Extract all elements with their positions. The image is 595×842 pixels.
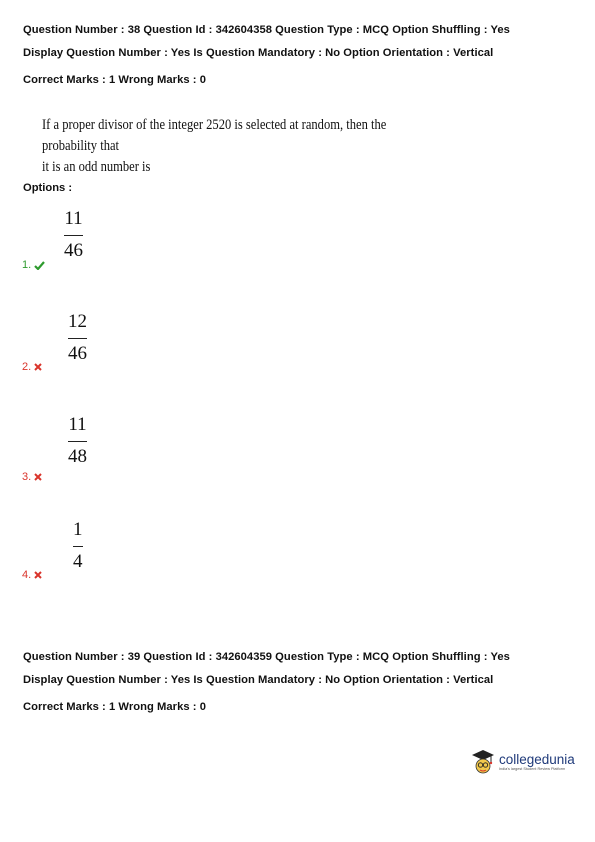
logo-tagline: India's largest Student Review Platform <box>499 766 566 771</box>
fraction-bar <box>64 235 83 236</box>
option-2-fraction <box>68 311 87 365</box>
fraction-bar <box>68 338 87 339</box>
cross-icon <box>34 473 42 481</box>
option-2-number: 2. <box>22 361 32 373</box>
option-4-denominator: 4 <box>73 551 83 572</box>
question-38-text <box>42 115 412 178</box>
option-1-numerator: 11 <box>64 208 83 229</box>
option-1-fraction <box>64 208 83 262</box>
logo-name: collegedunia <box>499 751 575 767</box>
graduate-mascot-icon <box>470 748 496 776</box>
option-1-denominator: 46 <box>64 240 83 261</box>
question-38-marks: Correct Marks : 1 Wrong Marks : 0 <box>23 74 206 86</box>
option-4-marker <box>22 569 42 581</box>
option-4-numerator: 1 <box>73 519 83 540</box>
options-label: Options : <box>23 182 73 194</box>
option-3-marker <box>22 471 42 483</box>
option-2-numerator: 12 <box>68 311 87 332</box>
check-icon <box>34 261 45 270</box>
option-3-denominator: 48 <box>68 446 87 467</box>
cross-icon <box>34 363 42 371</box>
option-4-number: 4. <box>22 569 32 581</box>
fraction-bar <box>68 441 87 442</box>
option-3-number: 3. <box>22 471 32 483</box>
question-text-line2: it is an odd number is <box>42 159 151 175</box>
option-1-marker <box>22 259 45 271</box>
option-2-denominator: 46 <box>68 343 87 364</box>
question-39-header-line2: Display Question Number : Yes Is Question Mandatory : No Option Orientation : Vertical <box>23 674 494 686</box>
question-38-header-line2: Display Question Number : Yes Is Question Mandatory : No Option Orientation : Vertical <box>23 47 494 59</box>
collegedunia-logo <box>470 748 575 776</box>
option-3-fraction <box>68 414 87 468</box>
question-text-line1: If a proper divisor of the integer 2520 is selected at random, then the probability that <box>42 117 387 154</box>
question-39-marks: Correct Marks : 1 Wrong Marks : 0 <box>23 701 206 713</box>
option-3-numerator: 11 <box>68 414 87 435</box>
option-1-number: 1. <box>22 259 32 271</box>
cross-icon <box>34 571 42 579</box>
question-39-header-line1: Question Number : 39 Question Id : 342604359 Question Type : MCQ Option Shuffling : Yes <box>23 651 510 663</box>
question-38-header-line1: Question Number : 38 Question Id : 342604358 Question Type : MCQ Option Shuffling : Yes <box>23 24 510 36</box>
option-2-marker <box>22 361 42 373</box>
fraction-bar <box>73 546 83 547</box>
option-4-fraction <box>73 519 83 573</box>
